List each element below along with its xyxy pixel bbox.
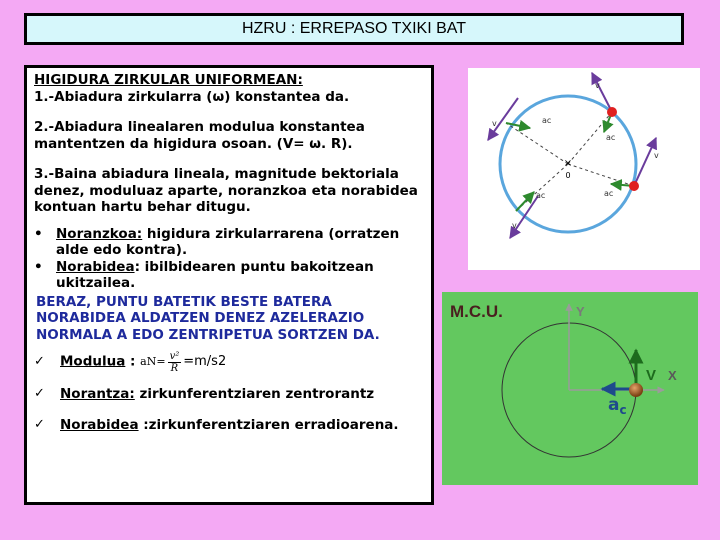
point-2-line-1: 2.-Abiadura linealaren modulua konstantea [34, 119, 365, 135]
check-item-norantza: ✓ Norantza: zirkunferentziaren zentrorantz [34, 386, 375, 402]
explanation-panel [24, 65, 434, 505]
vector-diagram-svg [468, 68, 700, 270]
velocity-label: v [595, 81, 600, 90]
check-label: Modulua [60, 353, 126, 370]
conclusion [34, 294, 425, 344]
velocity-label: v [492, 119, 497, 128]
particle-ball [629, 383, 643, 397]
y-axis-label: Y [576, 304, 585, 319]
check-marker: ✓ [34, 416, 45, 432]
check-marker: ✓ [34, 354, 45, 370]
centripetal-formula: aN= $\frac{\text{v²}}{R}$ =m/s2 [140, 351, 227, 374]
mcu-diagram-svg [442, 292, 698, 485]
point-1: 1.-Abiadura zirkularra (ω) konstantea da. [34, 88, 350, 105]
page-title: HZRU : ERREPASO TXIKI BAT [241, 20, 467, 37]
check-label: Norabidea [60, 416, 139, 433]
point-3-line-3: kontuan hartu behar ditugu. [34, 199, 251, 215]
acceleration-label: ac [604, 189, 614, 198]
velocity-vectors [488, 73, 656, 238]
bullet-marker: • [34, 258, 43, 275]
x-axis-label: X [668, 368, 677, 383]
circular-motion-vector-diagram [468, 68, 700, 270]
bullet-text: : ibilbidearen puntu bakoitzean ukitzailea. [56, 258, 374, 291]
bullet-label: Norabidea [56, 258, 135, 275]
acceleration-label: ac [542, 116, 552, 125]
point-3-line-2: denez, moduluaz aparte, noranzkoa eta norabidea [34, 182, 418, 199]
title-bar [24, 13, 684, 45]
particle [607, 107, 617, 117]
velocity-label: v [654, 151, 659, 160]
acceleration-label: ac [606, 133, 616, 142]
particle [629, 181, 639, 191]
acceleration-vector [516, 192, 534, 211]
bullet-item-noranzkoa [34, 226, 425, 259]
check-item-norabidea: ✓ Norabidea :zirkunferentziaren erradioarena. [34, 416, 399, 433]
point-3-line-1: 3.-Baina abiadura lineala, magnitude bektoriala [34, 166, 399, 182]
conclusion-line-3: NORMALA A EDO ZENTRIPETUA SORTZEN DA. [36, 326, 380, 343]
conclusion-line-1: BERAZ, PUNTU BATETIK BESTE BATERA [36, 293, 332, 310]
bullet-list [34, 226, 425, 292]
point-2-line-2: mantentzen da higidura osoan. (V= ω. R). [34, 135, 353, 152]
section-heading: HIGIDURA ZIRKULAR UNIFORMEAN: [34, 72, 303, 88]
mcu-title: M.C.U. [450, 302, 503, 321]
mcu-diagram [442, 292, 698, 485]
conclusion-line-2: NORABIDEA ALDATZEN DENEZ AZELERAZIO [36, 310, 365, 326]
velocity-label: v [512, 221, 517, 230]
check-item-modulua: ✓ Modulua : aN= $\frac{\text{v²}}{R}$ =m/s2 [34, 351, 227, 374]
velocity-label: V [646, 367, 657, 384]
bullet-label: Noranzkoa: [56, 225, 143, 242]
bullet-item-norabidea [34, 259, 425, 292]
acceleration-label: $a_c$ [608, 395, 627, 417]
check-marker: ✓ [34, 386, 45, 401]
bullet-marker: • [34, 225, 43, 242]
center-label: 0 [565, 171, 571, 180]
svg-text:×: × [563, 158, 573, 169]
acceleration-label: ac [536, 191, 546, 200]
check-label: Norantza: [60, 386, 135, 402]
bullet-text: higidura zirkularrarena (orratzen alde edo kontra). [56, 225, 400, 258]
